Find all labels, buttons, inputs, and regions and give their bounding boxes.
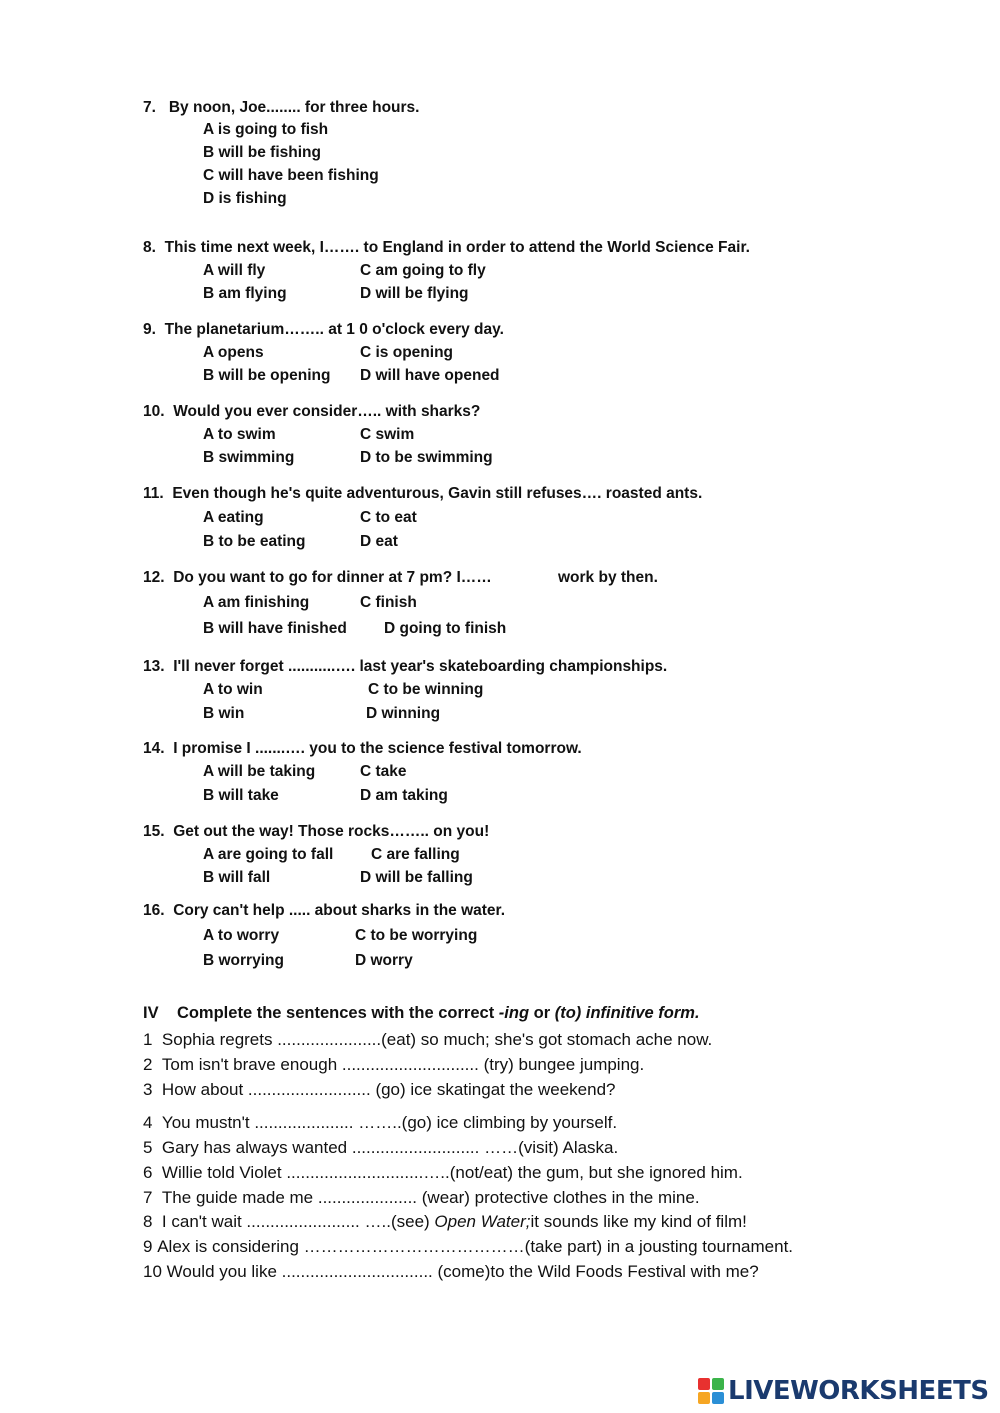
question-14: 14. I promise I .......…. you to the science festival tomorrow. — [143, 740, 582, 757]
question-12: 12. Do you want to go for dinner at 7 pm? I…… — [143, 569, 492, 586]
question-15: 15. Get out the way! Those rocks…….. on you! — [143, 823, 490, 840]
option-11d: D eat — [360, 533, 398, 550]
option-10a: A to swim — [203, 426, 276, 443]
question-8: 8. This time next week, I……. to England in order to attend the World Science Fair. — [143, 239, 750, 256]
option-16a: A to worry — [203, 927, 280, 944]
liveworksheets-logo-text: LIVEWORKSHEETS — [728, 1376, 989, 1406]
question-13: 13. I'll never forget ...........…. last year's skateboarding championships. — [143, 658, 668, 675]
option-12d: D going to finish — [384, 620, 507, 637]
option-10b: B swimming — [203, 449, 295, 466]
option-16b: B worrying — [203, 952, 284, 969]
option-7d: D is fishing — [203, 190, 287, 207]
option-9a: A opens — [203, 344, 264, 361]
liveworksheets-logo — [698, 1376, 989, 1406]
option-15a: A are going to fall — [203, 846, 334, 863]
option-8a: A will fly — [203, 262, 266, 279]
option-14d: D am taking — [360, 787, 448, 804]
question-9: 9. The planetarium…….. at 1 0 o'clock every day. — [143, 321, 504, 338]
option-8c: C am going to fly — [360, 262, 486, 279]
logo-square-blue — [712, 1392, 724, 1404]
option-14b: B will take — [203, 787, 279, 804]
question-12-tail: work by then. — [558, 569, 658, 586]
option-11c: C to eat — [360, 509, 417, 526]
exercise-9: 9 Alex is considering …………………………………(take part) in a jousting tournament. — [143, 1237, 794, 1256]
option-8d: D will be flying — [360, 285, 469, 302]
exercise-4: 4 You mustn't ..................... ……..(go) ice climbing by yourself. — [143, 1113, 618, 1132]
option-9c: C is opening — [360, 344, 453, 361]
option-7a: A is going to fish — [203, 121, 329, 138]
option-16c: C to be worrying — [355, 927, 478, 944]
section-iv-heading: IV Complete the sentences with the correct -ing or (to) infinitive form. — [143, 1004, 700, 1022]
exercise-1: 1 Sophia regrets ......................(eat) so much; she's got stomach ache now. — [143, 1030, 713, 1049]
option-11a: A eating — [203, 509, 264, 526]
option-15b: B will fall — [203, 869, 271, 886]
option-13c: C to be winning — [368, 681, 484, 698]
logo-square-red — [698, 1378, 710, 1390]
option-9b: B will be opening — [203, 367, 331, 384]
option-10c: C swim — [360, 426, 415, 443]
liveworksheets-logo-icon — [698, 1378, 724, 1404]
exercise-10: 10 Would you like ................................ (come)to the Wild Foods Festival with me? — [143, 1262, 759, 1281]
option-13b: B win — [203, 705, 245, 722]
option-13a: A to win — [203, 681, 263, 698]
option-11b: B to be eating — [203, 533, 306, 550]
question-16: 16. Cory can't help ..... about sharks in the water. — [143, 902, 506, 919]
option-8b: B am flying — [203, 285, 287, 302]
question-10: 10. Would you ever consider….. with sharks? — [143, 403, 481, 420]
option-7b: B will be fishing — [203, 144, 321, 161]
option-15c: C are falling — [371, 846, 460, 863]
option-14c: C take — [360, 763, 407, 780]
option-12b: B will have finished — [203, 620, 347, 637]
option-13d: D winning — [366, 705, 441, 722]
exercise-7: 7 The guide made me ..................... (wear) protective clothes in the mine. — [143, 1188, 700, 1207]
logo-square-orange — [698, 1392, 710, 1404]
option-16d: D worry — [355, 952, 413, 969]
question-7: 7. By noon, Joe........ for three hours. — [143, 99, 420, 116]
option-10d: D to be swimming — [360, 449, 493, 466]
option-12c: C finish — [360, 594, 417, 611]
exercise-6: 6 Willie told Violet .............................…..(not/eat) the gum, but she ignored him. — [143, 1163, 743, 1182]
option-9d: D will have opened — [360, 367, 500, 384]
option-15d: D will be falling — [360, 869, 473, 886]
question-11: 11. Even though he's quite adventurous, Gavin still refuses…. roasted ants. — [143, 485, 703, 502]
exercise-5: 5 Gary has always wanted ........................... ……(visit) Alaska. — [143, 1138, 619, 1157]
option-7c: C will have been fishing — [203, 167, 379, 184]
option-12a: A am finishing — [203, 594, 310, 611]
exercise-2: 2 Tom isn't brave enough ............................. (try) bungee jumping. — [143, 1055, 645, 1074]
logo-square-green — [712, 1378, 724, 1390]
exercise-8: 8 I can't wait ........................ …..(see) Open Water;it sounds like my kind of film! — [143, 1212, 747, 1231]
exercise-3: 3 How about .......................... (go) ice skatingat the weekend? — [143, 1080, 616, 1099]
option-14a: A will be taking — [203, 763, 316, 780]
